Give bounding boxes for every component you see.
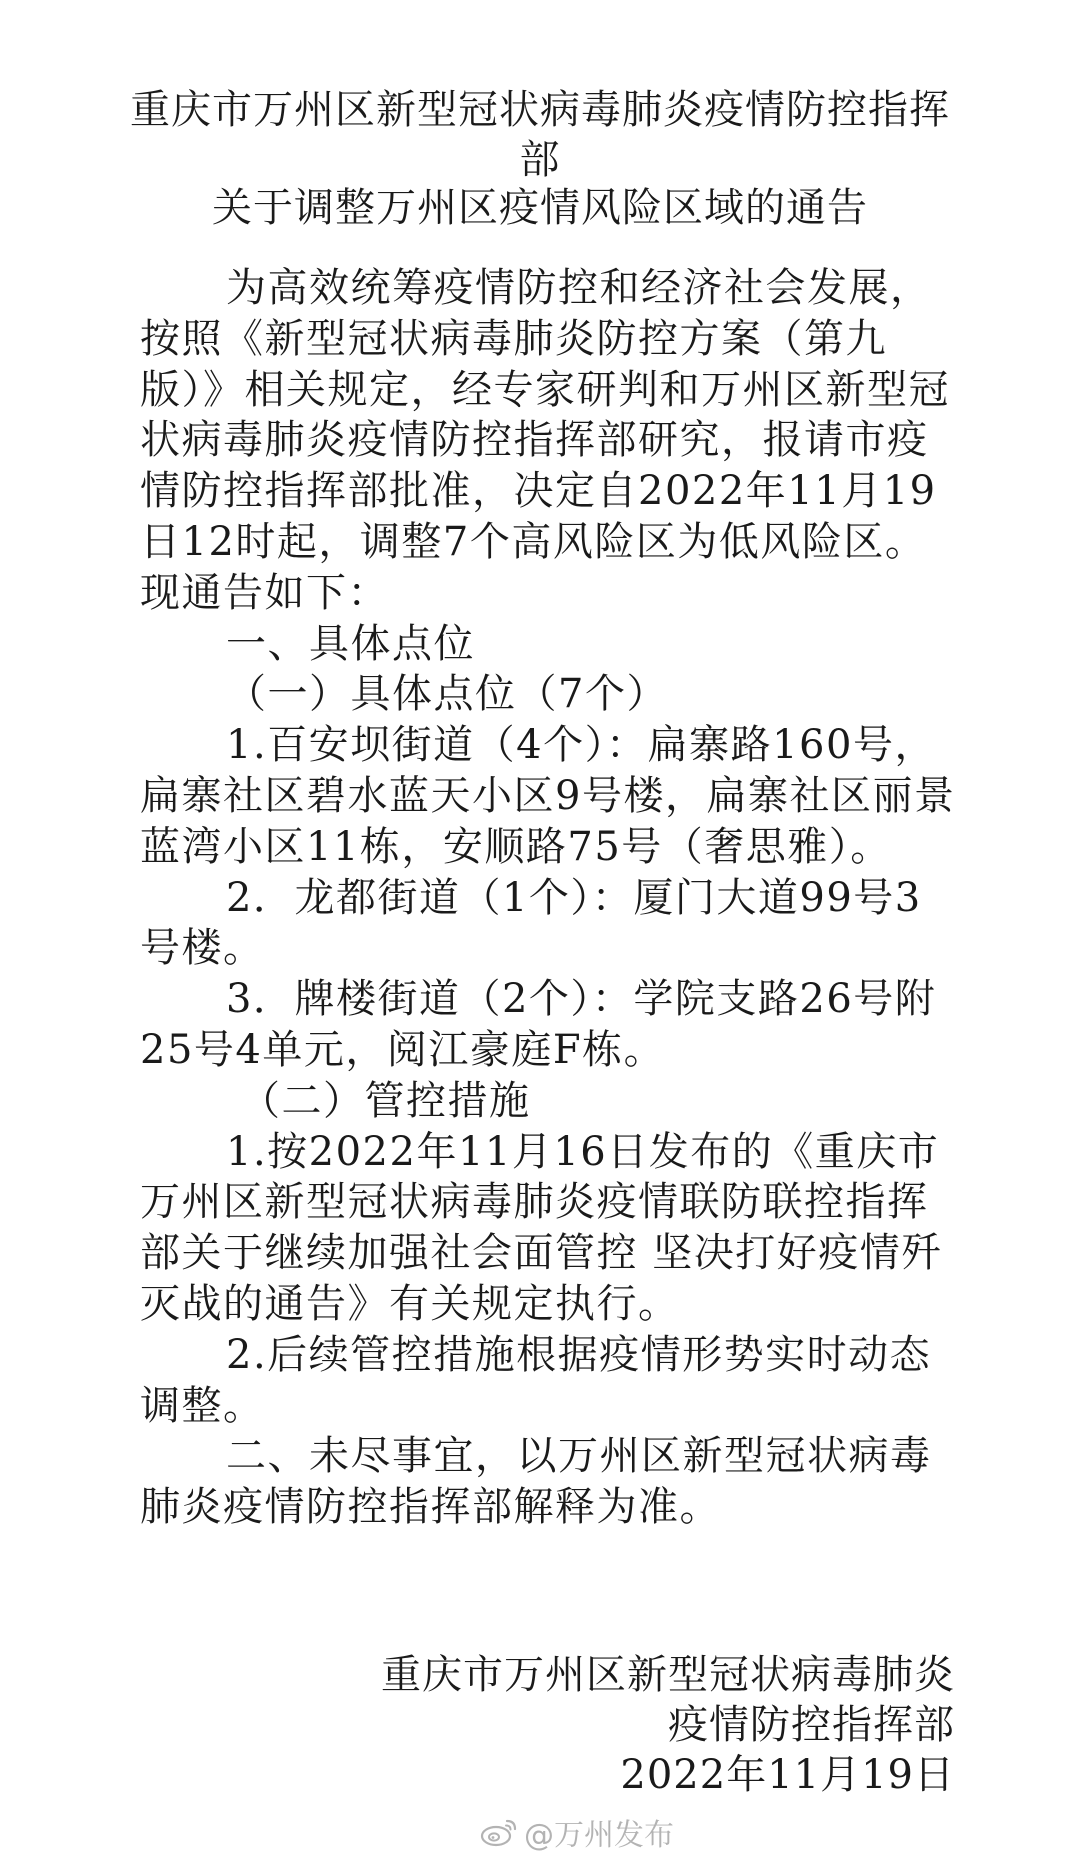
title-line-2: 部	[519, 137, 561, 183]
watermark-text: @万州发布	[524, 1818, 674, 1853]
weibo-watermark	[480, 1812, 674, 1852]
section-1-subheading-1: （一）具体点位（7个）	[226, 671, 668, 718]
signature-date: 2022年11月19日	[620, 1752, 955, 1798]
location-item-1: 1.百安坝街道（4个）：扁寨路160号，扁寨社区碧水蓝天小区9号楼，扁寨社区丽景蓝湾小区11栋，安顺路75号（奢思雅）。	[140, 722, 956, 870]
measure-item-2: 2.后续管控措施根据疫情形势实时动态调整。	[140, 1331, 932, 1429]
weibo-icon	[480, 1817, 518, 1847]
section-1-subheading-2: （二）管控措施	[240, 1077, 531, 1124]
subtitle: 关于调整万州区疫情风险区域的通告	[212, 185, 868, 231]
signature-org-line-2: 疫情防控指挥部	[668, 1702, 955, 1748]
title-line-1: 重庆市万州区新型冠状病毒肺炎疫情防控指挥	[130, 87, 950, 133]
signature-org-line-1: 重庆市万州区新型冠状病毒肺炎	[381, 1652, 955, 1698]
section-2-paragraph: 二、未尽事宜，以万州区新型冠状病毒肺炎疫情防控指挥部解释为准。	[140, 1433, 932, 1531]
location-item-3: 3．牌楼街道（2个）：学院支路26号附25号4单元，阅江豪庭F栋。	[140, 976, 937, 1073]
notice-body	[140, 263, 960, 1533]
intro-paragraph: 为高效统筹疫情防控和经济社会发展，按照《新型冠状病毒肺炎防控方案（第九版）》相关规定，经专家研判和万州区新型冠状病毒肺炎疫情防控指挥部研究，报请市疫情防控指挥部批准，决定自2022年11月19日12时起，调整7个高风险区为低风险区。现通告如下：	[140, 265, 950, 616]
section-1-heading: 一、具体点位	[226, 620, 475, 667]
location-item-2: 2．龙都街道（1个）：厦门大道99号3号楼。	[140, 874, 922, 972]
measure-item-1: 1.按2022年11月16日发布的《重庆市万州区新型冠状病毒肺炎疫情联防联控指挥部关于继续加强社会面管控 坚决打好疫情歼灭战的通告》有关规定执行。	[140, 1128, 943, 1327]
